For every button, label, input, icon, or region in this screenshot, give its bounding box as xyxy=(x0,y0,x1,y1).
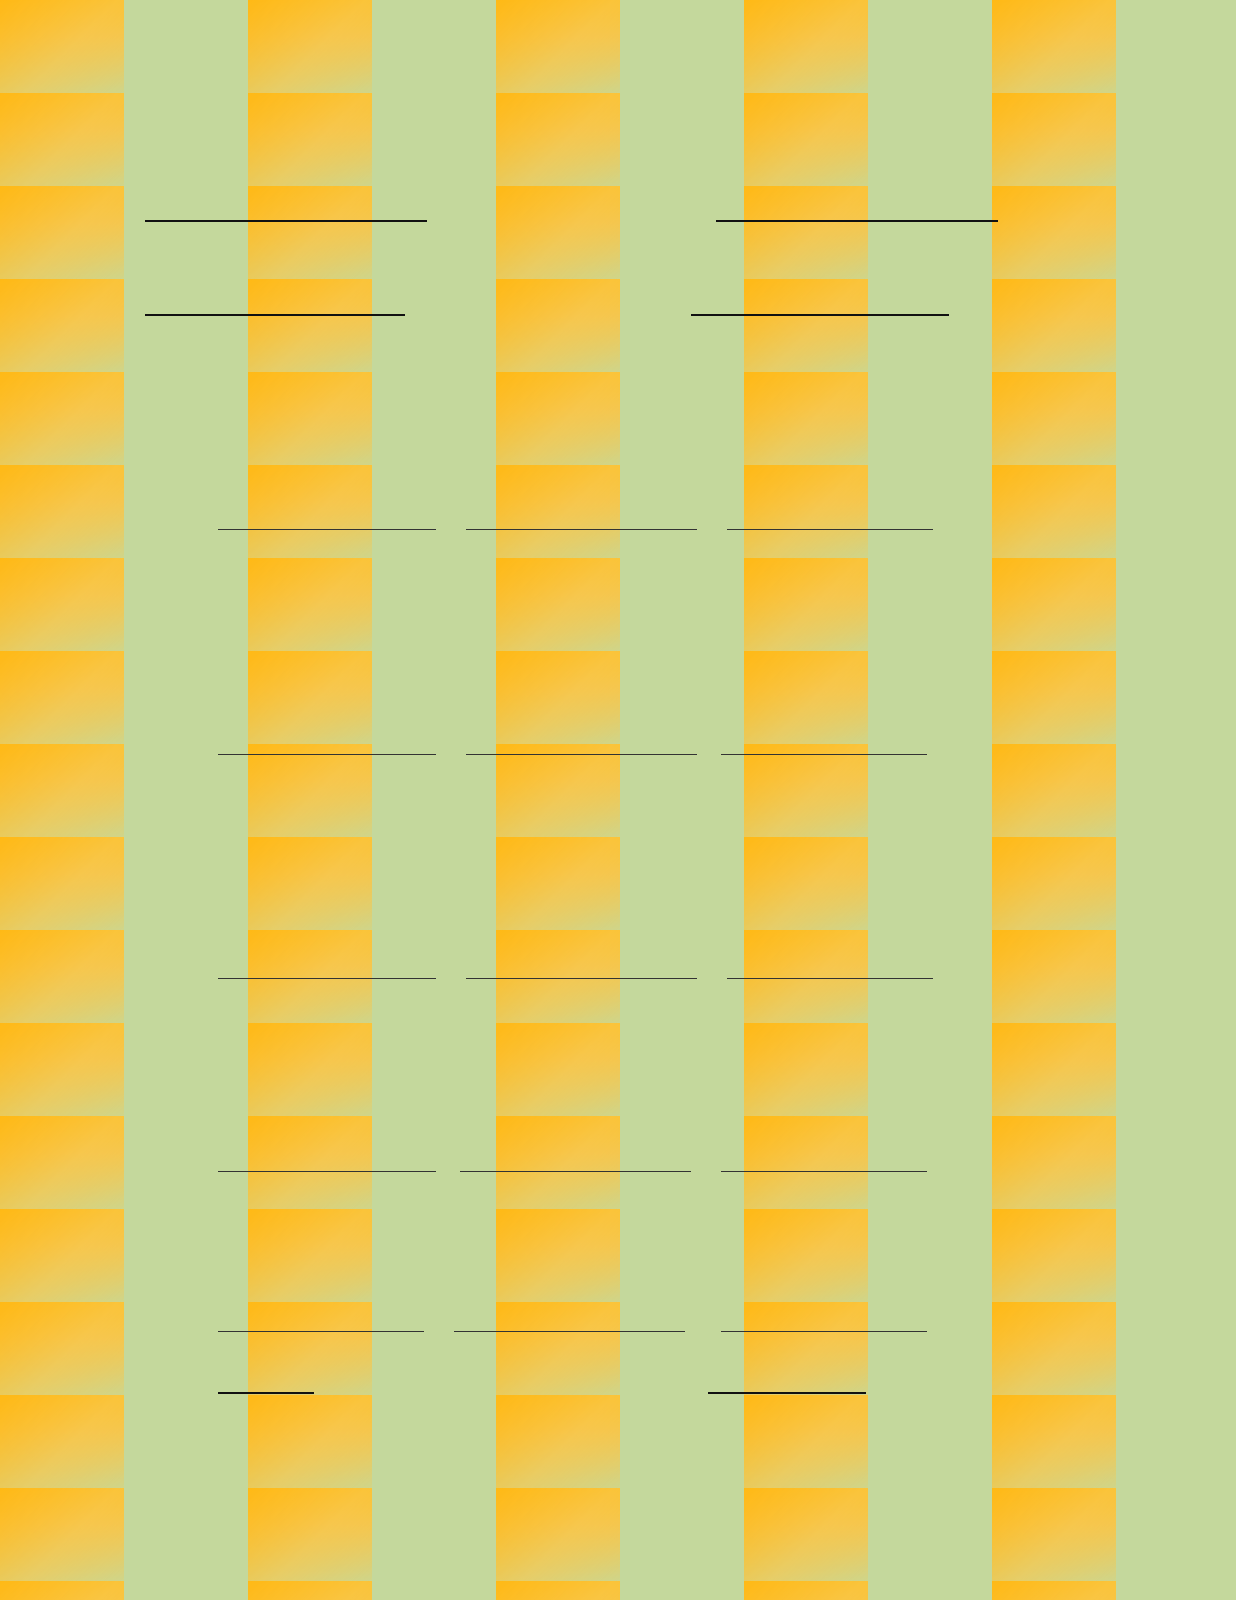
answer-line[interactable] xyxy=(218,529,436,530)
signature-blank[interactable] xyxy=(708,1372,866,1394)
answer-line[interactable] xyxy=(218,754,436,755)
answer-line[interactable] xyxy=(721,1171,927,1172)
answer-line[interactable] xyxy=(460,1171,691,1172)
answer-line[interactable] xyxy=(466,529,697,530)
answer-line[interactable] xyxy=(466,754,697,755)
roll-blank[interactable] xyxy=(691,292,949,316)
signature-field xyxy=(708,1372,866,1400)
date-blank[interactable] xyxy=(716,198,998,222)
answer-line[interactable] xyxy=(727,529,933,530)
kv-blank[interactable] xyxy=(145,198,427,222)
answer-line[interactable] xyxy=(218,1171,436,1172)
answer-line[interactable] xyxy=(218,1331,424,1332)
grade-field xyxy=(218,1372,314,1400)
answer-line[interactable] xyxy=(466,978,697,979)
answer-line[interactable] xyxy=(721,1331,927,1332)
name-blank[interactable] xyxy=(145,292,405,316)
answer-line[interactable] xyxy=(727,978,933,979)
answer-line[interactable] xyxy=(721,754,927,755)
answer-line[interactable] xyxy=(218,978,436,979)
name-field xyxy=(145,292,405,322)
date-field xyxy=(716,198,998,228)
roll-field xyxy=(691,292,949,322)
kv-field xyxy=(145,198,427,228)
grade-blank[interactable] xyxy=(218,1372,314,1394)
answer-line[interactable] xyxy=(454,1331,685,1332)
